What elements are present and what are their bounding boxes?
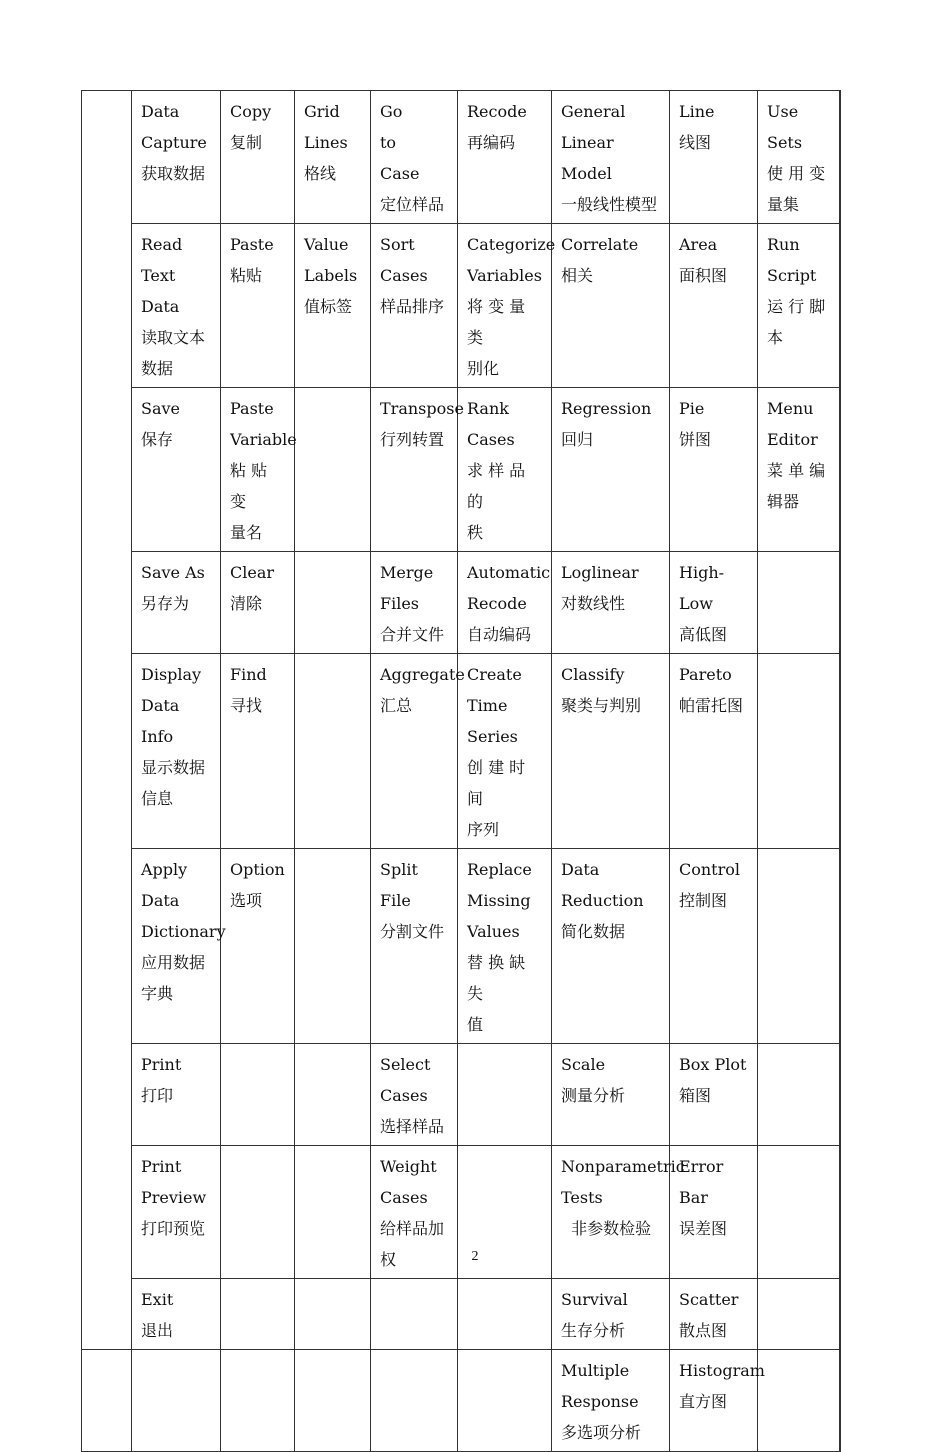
table-cell xyxy=(758,388,840,552)
cell-text: Scatter xyxy=(679,1290,739,1309)
cell-text: 箱图 xyxy=(679,1086,712,1105)
cell-text: Aggregate xyxy=(380,665,465,684)
cell-text: Pareto xyxy=(679,665,732,684)
table-cell xyxy=(670,1350,765,1452)
cell-text: 回归 xyxy=(561,430,594,449)
table-cell xyxy=(221,1044,295,1146)
cell-text: Value xyxy=(304,235,349,254)
cell-text: Reduction xyxy=(561,891,644,910)
cell-text: Variables xyxy=(467,266,542,285)
cell-text: 测量分析 xyxy=(561,1086,626,1105)
cell-text: Line xyxy=(679,102,715,121)
table-cell xyxy=(221,1350,295,1452)
cell-text: 汇总 xyxy=(380,696,413,715)
table-cell xyxy=(221,91,295,224)
cell-text: Error Bar xyxy=(679,1157,729,1207)
cell-text: Time xyxy=(467,696,508,715)
cell-text: Recode xyxy=(467,594,527,613)
cell-text: 一般线性模型 xyxy=(561,195,658,214)
cell-text: Create xyxy=(467,665,522,684)
cell-text: Weight xyxy=(380,1157,437,1176)
cell-text: 给样品加 xyxy=(380,1219,445,1238)
cell-text: 散点图 xyxy=(679,1321,728,1340)
cell-text: 粘贴 xyxy=(230,266,263,285)
table-cell xyxy=(552,224,670,388)
table-cell xyxy=(132,654,221,849)
table-row xyxy=(82,1350,840,1452)
cell-text: 分割文件 xyxy=(380,922,445,941)
cell-text: 创 建 时 间 xyxy=(467,758,531,808)
cell-text: 误差图 xyxy=(679,1219,728,1238)
table-cell xyxy=(295,388,371,552)
table-cell xyxy=(552,654,670,849)
cell-text: Script xyxy=(767,266,817,285)
cell-text: 复制 xyxy=(230,133,263,152)
cell-text: 线图 xyxy=(679,133,712,152)
table-cell xyxy=(295,1350,371,1452)
cell-text: Cases xyxy=(380,1086,428,1105)
table-cell xyxy=(670,654,758,849)
table-cell xyxy=(371,91,458,224)
table-cell xyxy=(371,224,458,388)
cell-text: 获取数据 xyxy=(141,164,206,183)
cell-text: Grid xyxy=(304,102,340,121)
cell-text: Find xyxy=(230,665,267,684)
table-cell xyxy=(295,654,371,849)
cell-text: 选项 xyxy=(230,891,263,910)
cell-text: Nonparametric xyxy=(561,1157,685,1176)
cell-text: Recode xyxy=(467,102,527,121)
cell-text: 样品排序 xyxy=(380,297,445,316)
cell-text: 自动编码 xyxy=(467,625,532,644)
cell-text: 直方图 xyxy=(679,1392,728,1411)
table-cell xyxy=(132,1279,221,1350)
cell-text: General xyxy=(561,102,626,121)
cell-text: Data xyxy=(141,891,180,910)
cell-text: Dictionary xyxy=(141,922,226,941)
cell-text: 量名 xyxy=(230,523,263,542)
table-cell xyxy=(371,1044,458,1146)
cell-text: 量集 xyxy=(767,195,800,214)
table-cell xyxy=(132,849,226,1044)
cell-text: High-Low xyxy=(679,563,725,613)
cell-text: 简化数据 xyxy=(561,922,626,941)
cell-text: 字典 xyxy=(141,984,174,1003)
table-cell xyxy=(758,1350,840,1452)
cell-text: Cases xyxy=(467,430,515,449)
table-cell xyxy=(758,654,840,849)
cell-text: Scale xyxy=(561,1055,606,1074)
table-cell xyxy=(371,654,465,849)
cell-text: 多选项分析 xyxy=(561,1423,642,1442)
cell-text: 格线 xyxy=(304,164,337,183)
table-cell xyxy=(458,1350,552,1452)
cell-text: Series xyxy=(467,727,518,746)
table-cell xyxy=(758,91,840,224)
cell-text: Data xyxy=(141,102,180,121)
table-cell xyxy=(295,224,371,388)
cell-text: Save xyxy=(141,399,181,418)
cell-text: 再编码 xyxy=(467,133,516,152)
cell-text: 打印预览 xyxy=(141,1219,206,1238)
table-cell xyxy=(758,552,840,654)
table-row xyxy=(82,224,840,388)
table-cell xyxy=(670,552,758,654)
table-cell xyxy=(295,91,371,224)
cell-text: Multiple xyxy=(561,1361,630,1380)
cell-text: 将 变 量 类 xyxy=(467,297,531,347)
table-cell xyxy=(458,654,552,849)
cell-text: Use Sets xyxy=(767,102,804,152)
cell-text: Classify xyxy=(561,665,625,684)
table-cell xyxy=(458,1044,552,1146)
table-cell xyxy=(132,91,221,224)
cell-text: Lines xyxy=(304,133,348,152)
cell-text: Apply xyxy=(141,860,188,879)
cell-text: Select xyxy=(380,1055,431,1074)
cell-text: 饼图 xyxy=(679,430,712,449)
table-cell xyxy=(132,1350,221,1452)
cell-text: Clear xyxy=(230,563,275,582)
table-cell xyxy=(371,552,458,654)
cell-text: 数据 xyxy=(141,359,174,378)
cell-text: Survival xyxy=(561,1290,628,1309)
cell-text: 菜 单 编 xyxy=(767,461,826,480)
cell-text: Histogram xyxy=(679,1361,765,1380)
table-cell xyxy=(371,1350,458,1452)
cell-text: Response xyxy=(561,1392,639,1411)
cell-text: Box Plot xyxy=(679,1055,747,1074)
table-cell xyxy=(552,552,670,654)
cell-text: Case xyxy=(380,164,420,183)
cell-text: 值 xyxy=(467,1015,484,1034)
table-cell xyxy=(670,1044,758,1146)
cell-text: 读取文本 xyxy=(141,328,206,347)
table-cell xyxy=(758,1044,840,1146)
table-cell xyxy=(221,654,295,849)
cell-text: 秩 xyxy=(467,523,484,542)
cell-text: Read Text xyxy=(141,235,193,285)
table-cell xyxy=(371,849,458,1044)
cell-text: Data xyxy=(561,860,600,879)
cell-text: Merge xyxy=(380,563,434,582)
table-row xyxy=(82,654,840,849)
cell-text: Preview xyxy=(141,1188,207,1207)
cell-text: 帕雷托图 xyxy=(679,696,744,715)
table-cell xyxy=(458,1279,552,1350)
table-cell xyxy=(552,1279,670,1350)
cell-text: Missing xyxy=(467,891,531,910)
cell-text: Pie xyxy=(679,399,705,418)
cell-text: Data Info xyxy=(141,696,185,746)
cell-text: 清除 xyxy=(230,594,263,613)
cell-text: 粘 贴 变 xyxy=(230,461,273,511)
table-cell xyxy=(221,224,295,388)
cell-text: 运 行 脚 xyxy=(767,297,826,316)
table-row xyxy=(82,91,840,224)
table-cell xyxy=(552,849,670,1044)
table-cell xyxy=(132,1044,221,1146)
table-cell xyxy=(371,388,464,552)
table-cell xyxy=(295,1279,371,1350)
table-cell xyxy=(221,849,295,1044)
cell-text: 对数线性 xyxy=(561,594,626,613)
cell-text: Rank xyxy=(467,399,509,418)
cell-text: 替 换 缺 失 xyxy=(467,953,531,1003)
cell-text: 选择样品 xyxy=(380,1117,445,1136)
cell-text: Control xyxy=(679,860,741,879)
cell-text: 面积图 xyxy=(679,266,728,285)
table-cell xyxy=(670,1279,758,1350)
table-cell xyxy=(670,849,758,1044)
table-cell xyxy=(295,552,371,654)
table-cell xyxy=(221,1279,295,1350)
cell-text: Values xyxy=(467,922,520,941)
cell-text: Print xyxy=(141,1157,182,1176)
cell-text: Paste xyxy=(230,399,274,418)
cell-text: Menu xyxy=(767,399,814,418)
table-cell xyxy=(132,388,221,552)
cell-text: 退出 xyxy=(141,1321,174,1340)
row-group-cell xyxy=(82,1350,132,1452)
table-cell xyxy=(458,224,556,388)
table-cell xyxy=(670,91,758,224)
cell-text: 另存为 xyxy=(141,594,190,613)
cell-text: Run xyxy=(767,235,800,254)
cell-text: Linear Model xyxy=(561,133,619,183)
cell-text: Save As xyxy=(141,563,205,582)
cell-text: Variable xyxy=(230,430,297,449)
cell-text: 求 样 品 的 xyxy=(467,461,531,511)
table-cell xyxy=(670,388,758,552)
table-row xyxy=(82,1279,840,1350)
cell-text: Display xyxy=(141,665,202,684)
cell-text: 打印 xyxy=(141,1086,174,1105)
table-cell xyxy=(458,388,552,552)
cell-text: 权 xyxy=(380,1250,397,1269)
cell-text: Option xyxy=(230,860,285,879)
table-cell xyxy=(552,91,670,224)
cell-text: Labels xyxy=(304,266,358,285)
table-cell xyxy=(295,849,371,1044)
cell-text: Go to xyxy=(380,102,444,152)
cell-text: Cases xyxy=(380,266,428,285)
cell-text: 辑器 xyxy=(767,492,800,511)
cell-text: Area xyxy=(679,235,718,254)
table-cell xyxy=(295,1044,371,1146)
cell-text: Capture xyxy=(141,133,207,152)
cell-text: Correlate xyxy=(561,235,639,254)
table-cell xyxy=(552,388,670,552)
cell-text: 序列 xyxy=(467,820,500,839)
cell-text: Loglinear xyxy=(561,563,639,582)
cell-text: 行列转置 xyxy=(380,430,445,449)
cell-text: Data xyxy=(141,297,180,316)
table-cell xyxy=(371,1279,458,1350)
cell-text: Split File xyxy=(380,860,423,910)
page-number: 2 xyxy=(471,1249,479,1264)
cell-text: Print xyxy=(141,1055,182,1074)
cell-text: 生存分析 xyxy=(561,1321,626,1340)
cell-text: 寻找 xyxy=(230,696,263,715)
cell-text: 保存 xyxy=(141,430,174,449)
cell-text: 应用数据 xyxy=(141,953,206,972)
cell-text: 使 用 变 xyxy=(767,164,826,183)
table-cell xyxy=(758,849,840,1044)
cell-text: 值标签 xyxy=(304,297,353,316)
table-cell xyxy=(758,1279,840,1350)
cell-text: Exit xyxy=(141,1290,174,1309)
cell-text: 聚类与判别 xyxy=(561,696,642,715)
cell-text: Editor xyxy=(767,430,818,449)
table-row xyxy=(82,849,840,1044)
cell-text: Automatic xyxy=(467,563,551,582)
cell-text: 本 xyxy=(767,328,784,347)
row-group-cell xyxy=(82,91,132,1350)
table-cell xyxy=(132,552,221,654)
cell-text: 显示数据 xyxy=(141,758,206,777)
cell-text: Cases xyxy=(380,1188,428,1207)
cell-text: 信息 xyxy=(141,789,174,808)
table-cell xyxy=(552,1044,670,1146)
cell-text: 相关 xyxy=(561,266,594,285)
cell-text: 高低图 xyxy=(679,625,728,644)
table-cell xyxy=(552,1350,670,1452)
table-cell xyxy=(132,224,221,388)
cell-text: Categorize xyxy=(467,235,556,254)
cell-text: Paste xyxy=(230,235,274,254)
cell-text: Copy xyxy=(230,102,272,121)
table-cell xyxy=(458,91,552,224)
cell-text: 非参数检验 xyxy=(561,1219,652,1238)
table-cell xyxy=(458,849,552,1044)
table-cell xyxy=(670,224,758,388)
cell-text: 定位样品 xyxy=(380,195,445,214)
table-row xyxy=(82,388,840,552)
cell-text: 控制图 xyxy=(679,891,728,910)
cell-text: Tests xyxy=(561,1188,603,1207)
cell-text: 合并文件 xyxy=(380,625,445,644)
cell-text: Transpose xyxy=(380,399,464,418)
table-cell xyxy=(458,552,552,654)
menu-table-body xyxy=(82,91,840,1452)
cell-text: Regression xyxy=(561,399,652,418)
table-cell xyxy=(221,552,295,654)
table-row xyxy=(82,552,840,654)
cell-text: 别化 xyxy=(467,359,500,378)
table-row xyxy=(82,1044,840,1146)
table-cell xyxy=(221,388,295,552)
cell-text: Files xyxy=(380,594,420,613)
spss-menu-table xyxy=(81,90,841,1452)
table-cell xyxy=(758,224,840,388)
cell-text: Replace xyxy=(467,860,532,879)
cell-text: Sort xyxy=(380,235,415,254)
